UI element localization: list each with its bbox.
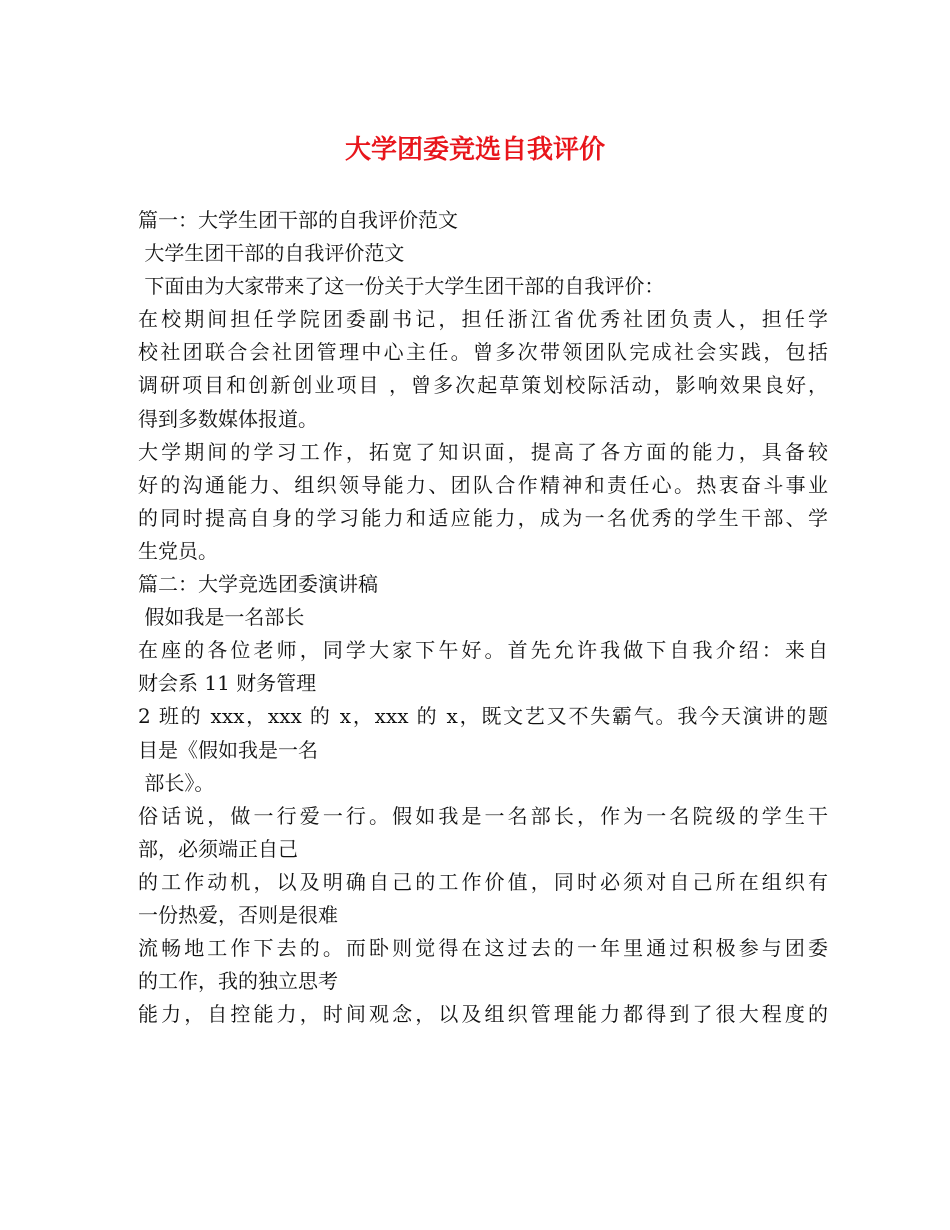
text-line: 2 班的 xxx，xxx 的 x，xxx 的 x，既文艺又不失霸气。我今天演讲的题 [138, 704, 828, 729]
text-line: 部长》。 [138, 770, 215, 795]
text-line: 的同时提高自身的学习能力和适应能力，成为一名优秀的学生干部、学 [138, 505, 828, 530]
document-body [138, 204, 828, 1031]
text-line: 的工作，我的独立思考 [138, 969, 338, 994]
text-line: 能力，自控能力，时间观念，以及组织管理能力都得到了很大程度的 [138, 1002, 828, 1027]
text-line: 下面由为大家带来了这一份关于大学生团干部的自我评价： [138, 274, 665, 299]
text-line: 大学生团干部的自我评价范文 [138, 241, 405, 266]
text-line: 部，必须端正自己 [138, 836, 298, 861]
text-line: 在校期间担任学院团委副书记，担任浙江省优秀社团负责人，担任学 [138, 307, 828, 332]
text-line: 得到多数媒体报道。 [138, 406, 318, 431]
text-line: 俗话说，做一行爱一行。假如我是一名部长，作为一名院级的学生干 [138, 803, 828, 828]
text-line: 篇一：大学生团干部的自我评价范文 [138, 208, 458, 232]
text-line: 好的沟通能力、组织领导能力、团队合作精神和责任心。热衷奋斗事业 [138, 472, 828, 497]
text-line: 在座的各位老师，同学大家下午好。首先允许我做下自我介绍：来自 [138, 638, 828, 663]
text-line: 生党员。 [138, 538, 218, 563]
text-line: 调研项目和创新创业项目 ，曾多次起草策划校际活动，影响效果良好， [138, 373, 828, 398]
text-line: 目是《假如我是一名 [138, 737, 318, 762]
text-line: 校社团联合会社团管理中心主任。曾多次带领团队完成社会实践，包括 [138, 340, 828, 365]
document-title: 大学团委竞选自我评价 [344, 135, 605, 165]
text-line: 一份热爱，否则是很难 [138, 902, 338, 927]
text-line: 假如我是一名部长 [138, 605, 305, 630]
text-line: 流畅地工作下去的。而卧则觉得在这过去的一年里通过积极参与团委 [138, 936, 828, 961]
text-line: 篇二：大学竞选团委演讲稿 [138, 572, 378, 597]
text-line: 大学期间的学习工作，拓宽了知识面，提高了各方面的能力，具备较 [138, 439, 828, 464]
text-line: 财会系 11 财务管理 [138, 671, 317, 696]
text-line: 的工作动机，以及明确自己的工作价值，同时必须对自己所在组织有 [138, 869, 828, 894]
